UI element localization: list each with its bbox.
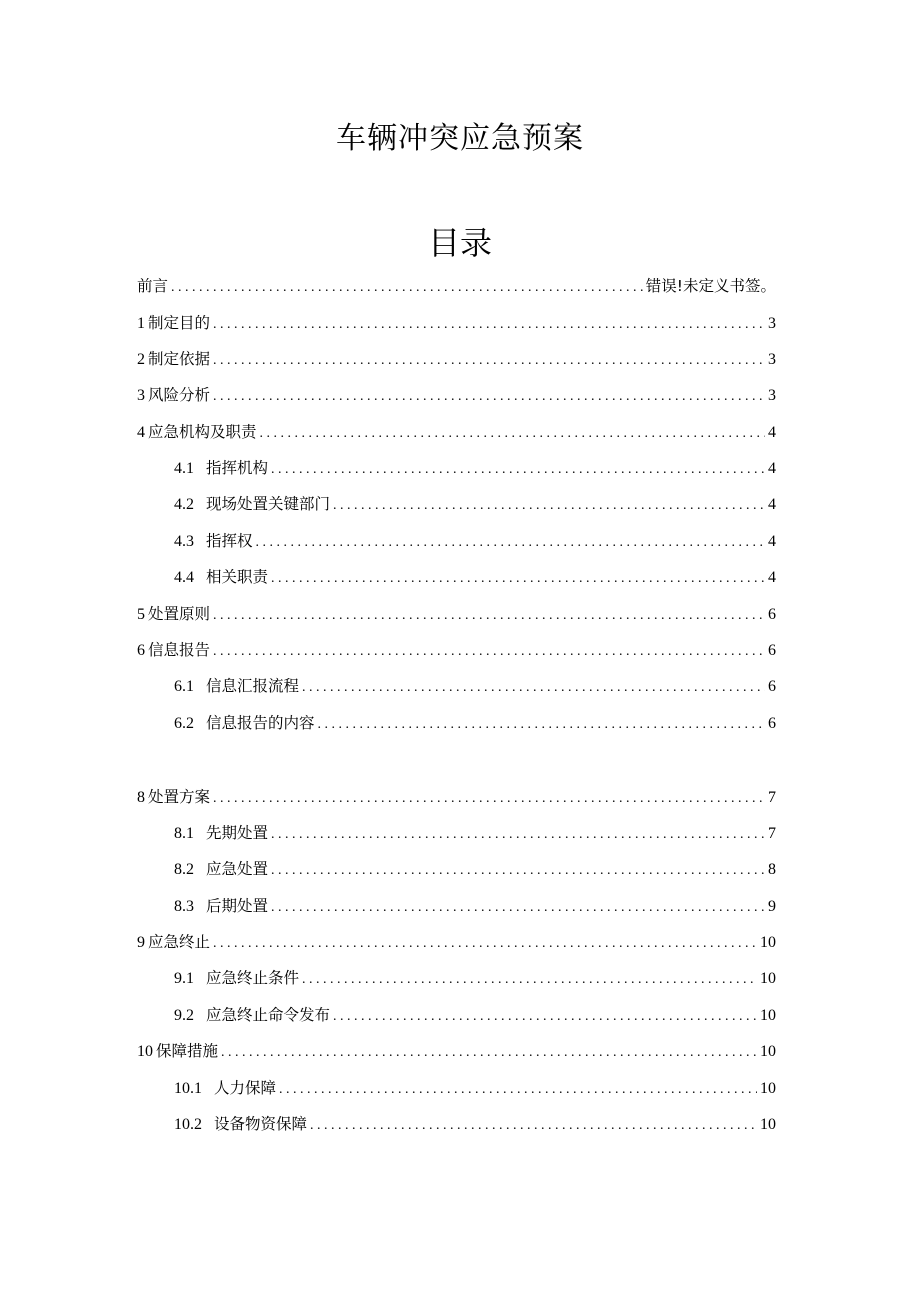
toc-entry-title: 应急终止命令发布	[206, 1006, 331, 1024]
toc-entry-page: 10	[760, 1080, 776, 1097]
toc-entry-page: 3	[768, 387, 776, 404]
toc-entry[interactable]	[174, 674, 776, 698]
toc-entry-number: 4	[137, 424, 145, 441]
toc-entry-page: 10	[760, 934, 776, 951]
toc-entry[interactable]	[137, 930, 776, 954]
toc-entry-title: 人力保障	[214, 1079, 277, 1097]
toc-entry[interactable]	[174, 857, 776, 881]
toc-entry-number: 9.2	[174, 1007, 194, 1024]
toc-entry-page: 10	[760, 1043, 776, 1060]
toc-entry-title: 指挥权	[206, 532, 253, 550]
toc-entry-number: 8.1	[174, 825, 194, 842]
toc-entry[interactable]	[137, 274, 776, 298]
toc-dot-leader	[271, 896, 765, 920]
toc-entry-title: 应急终止条件	[206, 969, 300, 987]
toc-entry-number: 9	[137, 934, 145, 951]
toc-entry-page: 4	[768, 533, 776, 550]
document-title: 车辆冲突应急预案	[336, 121, 584, 156]
toc-entry-title: 应急处置	[206, 860, 269, 878]
toc-dot-leader	[310, 1114, 757, 1138]
toc-entry-title: 指挥机构	[206, 459, 269, 477]
toc-entry-title: 现场处置关键部门	[206, 495, 331, 513]
toc-dot-leader	[271, 859, 765, 883]
toc-dot-leader	[333, 1005, 757, 1029]
toc-entry[interactable]	[137, 1039, 776, 1063]
toc-entry-page: 6	[768, 678, 776, 695]
toc-entry-title: 处置方案	[148, 788, 211, 806]
toc-entry[interactable]	[174, 966, 776, 990]
toc-entry-page: 9	[768, 898, 776, 915]
toc-dot-leader	[260, 422, 765, 446]
toc-entry-title: 先期处置	[206, 824, 269, 842]
toc-entry-title: 前言	[137, 277, 169, 295]
toc-entry-title: 保障措施	[156, 1042, 219, 1060]
toc-dot-leader	[171, 276, 643, 300]
toc-entry-page: 错误!未定义书签。	[645, 277, 776, 295]
toc-entry-number: 1	[137, 315, 145, 332]
toc-dot-leader	[333, 494, 765, 518]
toc-entry-number: 3	[137, 387, 145, 404]
toc-entry[interactable]	[174, 1003, 776, 1027]
toc-dot-leader	[213, 932, 757, 956]
toc-entry-title: 处置原则	[148, 605, 211, 623]
toc-entry[interactable]	[174, 529, 776, 553]
toc-entry-number: 9.1	[174, 970, 194, 987]
toc-entry-number: 4.4	[174, 569, 194, 586]
toc-dot-leader	[302, 676, 765, 700]
toc-entry-title: 设备物资保障	[214, 1115, 308, 1133]
toc-dot-leader	[318, 713, 765, 737]
toc-entry-page: 4	[768, 424, 776, 441]
toc-entry-title: 制定依据	[148, 350, 211, 368]
toc-dot-leader	[213, 787, 765, 811]
toc-entry-number: 4.2	[174, 496, 194, 513]
toc-entry-page: 6	[768, 642, 776, 659]
toc-dot-leader	[271, 823, 765, 847]
toc-entry[interactable]	[137, 638, 776, 662]
toc-entry[interactable]	[174, 456, 776, 480]
toc-entry[interactable]	[137, 785, 776, 809]
toc-entry[interactable]	[137, 383, 776, 407]
toc-entry-page: 3	[768, 315, 776, 332]
toc-entry-title: 应急机构及职责	[148, 423, 257, 441]
toc-dot-leader	[302, 968, 757, 992]
toc-entry[interactable]	[137, 311, 776, 335]
toc-entry-title: 风险分析	[148, 386, 211, 404]
toc-entry-number: 6.1	[174, 678, 194, 695]
toc-entry-number: 6.2	[174, 715, 194, 732]
toc-entry-number: 6	[137, 642, 145, 659]
toc-dot-leader	[213, 640, 765, 664]
toc-entry-number: 8	[137, 789, 145, 806]
toc-entry-page: 4	[768, 569, 776, 586]
toc-dot-leader	[213, 349, 765, 373]
toc-entry-title: 信息报告	[148, 641, 211, 659]
toc-entry-page: 10	[760, 1116, 776, 1133]
toc-entry-number: 2	[137, 351, 145, 368]
toc-entry[interactable]	[137, 602, 776, 626]
toc-entry-title: 信息汇报流程	[206, 677, 300, 695]
toc-dot-leader	[279, 1078, 757, 1102]
toc-entry[interactable]	[174, 492, 776, 516]
toc-entry-number: 10	[137, 1043, 153, 1060]
toc-entry[interactable]	[174, 894, 776, 918]
toc-entry-page: 7	[768, 789, 776, 806]
toc-entry-title: 相关职责	[206, 568, 269, 586]
toc-dot-leader	[213, 313, 765, 337]
toc-entry-number: 8.3	[174, 898, 194, 915]
toc-entry-page: 6	[768, 606, 776, 623]
toc-entry-page: 10	[760, 1007, 776, 1024]
toc-dot-leader	[221, 1041, 757, 1065]
toc-entry[interactable]	[137, 347, 776, 371]
toc-dot-leader	[271, 458, 765, 482]
toc-entry-number: 5	[137, 606, 145, 623]
toc-dot-leader	[256, 531, 765, 555]
toc-entry-title: 应急终止	[148, 933, 211, 951]
toc-entry-page: 10	[760, 970, 776, 987]
toc-entry[interactable]	[174, 565, 776, 589]
toc-entry[interactable]	[174, 711, 776, 735]
toc-dot-leader	[213, 385, 765, 409]
toc-entry-page: 4	[768, 496, 776, 513]
toc-entry-number: 10.1	[174, 1080, 202, 1097]
toc-entry-title: 制定目的	[148, 314, 211, 332]
toc-entry[interactable]	[174, 821, 776, 845]
toc-dot-leader	[213, 604, 765, 628]
toc-entry-page: 7	[768, 825, 776, 842]
toc-heading: 目录	[427, 224, 492, 262]
toc-entry-page: 3	[768, 351, 776, 368]
toc-entry[interactable]	[174, 1076, 776, 1100]
toc-entry[interactable]	[174, 1112, 776, 1136]
toc-entry-number: 4.3	[174, 533, 194, 550]
toc-entry-number: 10.2	[174, 1116, 202, 1133]
toc-entry-title: 后期处置	[206, 897, 269, 915]
toc-entry-number: 8.2	[174, 861, 194, 878]
toc-entry[interactable]	[137, 420, 776, 444]
toc-entry-number: 4.1	[174, 460, 194, 477]
toc-entry-page: 8	[768, 861, 776, 878]
toc-entry-page: 6	[768, 715, 776, 732]
toc-dot-leader	[271, 567, 765, 591]
toc-entry-page: 4	[768, 460, 776, 477]
toc-entry-title: 信息报告的内容	[206, 714, 315, 732]
